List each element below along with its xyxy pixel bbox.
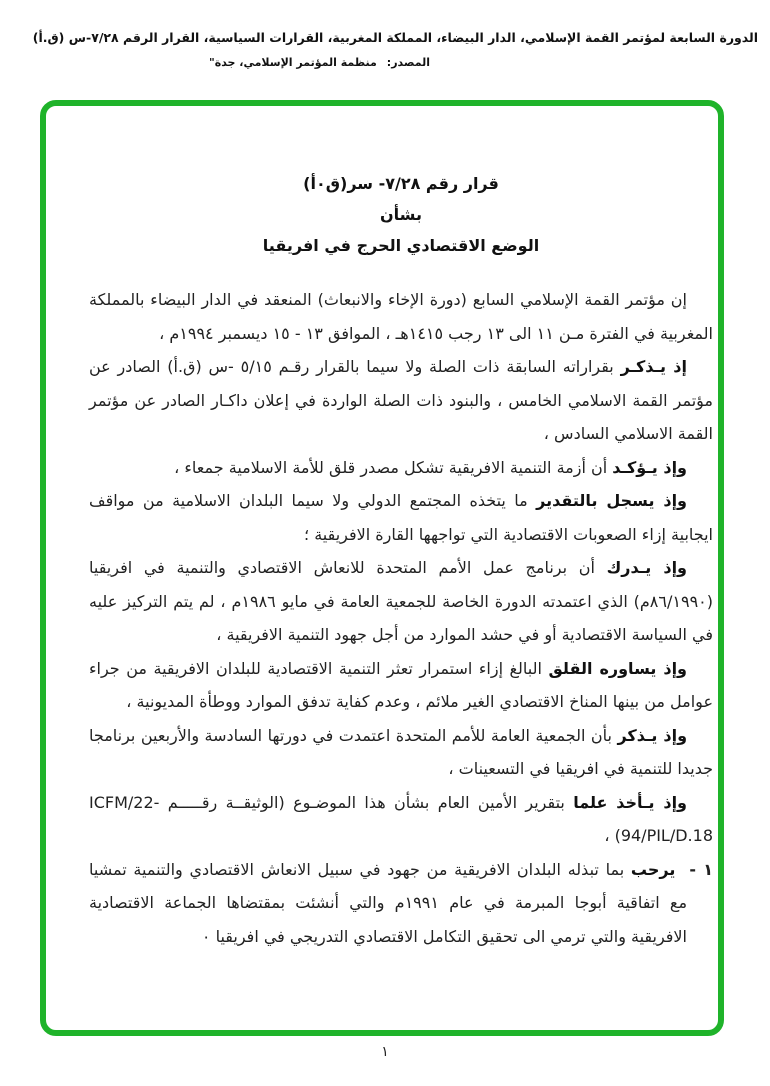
- source-label: المصدر:: [386, 56, 430, 69]
- document-body: [89, 168, 713, 953]
- source-value: منظمة المؤتمر الإسلامي، جدة": [208, 56, 377, 69]
- preamble-paragraph-opening: [89, 283, 713, 350]
- paragraph-text: إن مؤتمر القمة الإسلامي السابع (دورة الإخاء والانبعاث) المنعقد في الدار البيضاء بالمملكة المغربية في الفترة مـن ١١ الى ١٣ رجب ١٤١٥هـ ، الموافق ١٣ - ١٥ ديسمبر ١٩٩٤م ،: [89, 290, 713, 343]
- preamble-paragraph-recalling-un: [89, 719, 713, 786]
- paragraph-lead: وإذ يـذكر: [617, 725, 688, 745]
- paragraph-text: أن أزمة التنمية الافريقية تشكل مصدر قلق للأمة الاسلامية جمعاء ،: [174, 457, 613, 477]
- paragraph-lead: وإذ يـدرك: [606, 558, 688, 577]
- preamble-paragraph-recalling: [89, 350, 713, 451]
- paragraph-text: بتقرير الأمين العام بشأن هذا الموضـوع (الوثيقــة رقـــــم ICFM/22-94/PIL/D.18) ،: [89, 792, 713, 845]
- operative-item-1: [89, 853, 713, 954]
- preamble-paragraph-concerned: [89, 652, 713, 719]
- paragraph-lead: وإذ يساوره القلق: [548, 658, 688, 678]
- paragraph-lead: وإذ يـؤكـد: [612, 457, 687, 477]
- paragraph-lead: وإذ يسجل بالتقدير: [536, 491, 687, 510]
- paragraph-text: البالغ إزاء استمرار تعثر التنمية الاقتصادية للبلدان الافريقية من جراء عوامل من بينها المناخ الاقتصادي الغير ملائم ، وعدم كفاية تدفق الموارد ووطأة المديونية ،: [89, 658, 713, 711]
- resolution-number-title: قرار رقم ٧/٢٨- سر(ق٠أ): [303, 174, 499, 193]
- item-number: ١ -: [689, 859, 713, 879]
- paragraph-text: بقراراته السابقة ذات الصلة ولا سيما بالقرار رقـم ٥/١٥ -س (ق.أ) الصادر عن مؤتمر القمة الاسلامي الخامس ، والبنود ذات الصلة الواردة في إعلان داكـار الصادر عن مؤتمر القمة الاسلامي السادس ،: [89, 357, 713, 443]
- preamble-paragraph-noting-appreciation: [89, 484, 713, 551]
- paragraph-text: بأن الجمعية العامة للأمم المتحدة اعتمدت في دورتها السادسة والأربعين برنامجا جديدا للتنمية في افريقيا في التسعينات ،: [89, 725, 713, 778]
- source-line: [209, 56, 430, 69]
- resolution-title-block: [89, 168, 713, 261]
- paragraph-lead: وإذ يـأخذ علما: [573, 792, 688, 812]
- resolution-subject-title: الوضع الاقتصادي الحرج في افريقيا: [262, 236, 540, 255]
- paragraph-text: أن برنامج عمل الأمم المتحدة للانعاش الاقتصادي والتنمية في افريقيا (٨٦/١٩٩٠م) الذي اعتمدته الدورة الخاصة للجمعية العامة في مايو ١٩٨٦م ، لم يتم التركيز عليه في السياسة الاقتصادية أو في حشد الموارد من أجل جهود التنمية الافريقية ،: [89, 558, 713, 644]
- preamble-paragraph-aware: [89, 551, 713, 652]
- header-citation: الدورة السابعة لمؤتمر القمة الإسلامي، الدار البيضاء، المملكة المغربية، القرارات السياسية، القرار الرقم ٧/٢٨-س (ق.أ): [32, 30, 758, 45]
- subject-word: بشأن: [380, 205, 422, 224]
- item-text: بما تبذله البلدان الافريقية من جهود في سبيل الانعاش الاقتصادي والتنمية تمشيا مع اتفاقية أبوجا المبرمة في عام ١٩٩١م والتي أنشئت بمقتضاها الجماعة الاقتصادية الافريقية والتي ترمي الى تحقيق التكامل الاقتصادي التدريجي في افريقيا ٠: [89, 859, 688, 946]
- page-number: ١: [381, 1044, 389, 1060]
- paragraph-text: ما يتخذه المجتمع الدولي ولا سيما البلدان الاسلامية من مواقف ايجابية إزاء الصعوبات الاقتصادية التي تواجهها القارة الافريقية ؛: [89, 491, 713, 544]
- preamble-paragraph-taking-note: [89, 786, 713, 853]
- preamble-paragraph-affirming: [89, 451, 713, 485]
- paragraph-lead: إذ يـذكـر: [620, 357, 687, 376]
- item-lead: يرحب: [630, 859, 676, 879]
